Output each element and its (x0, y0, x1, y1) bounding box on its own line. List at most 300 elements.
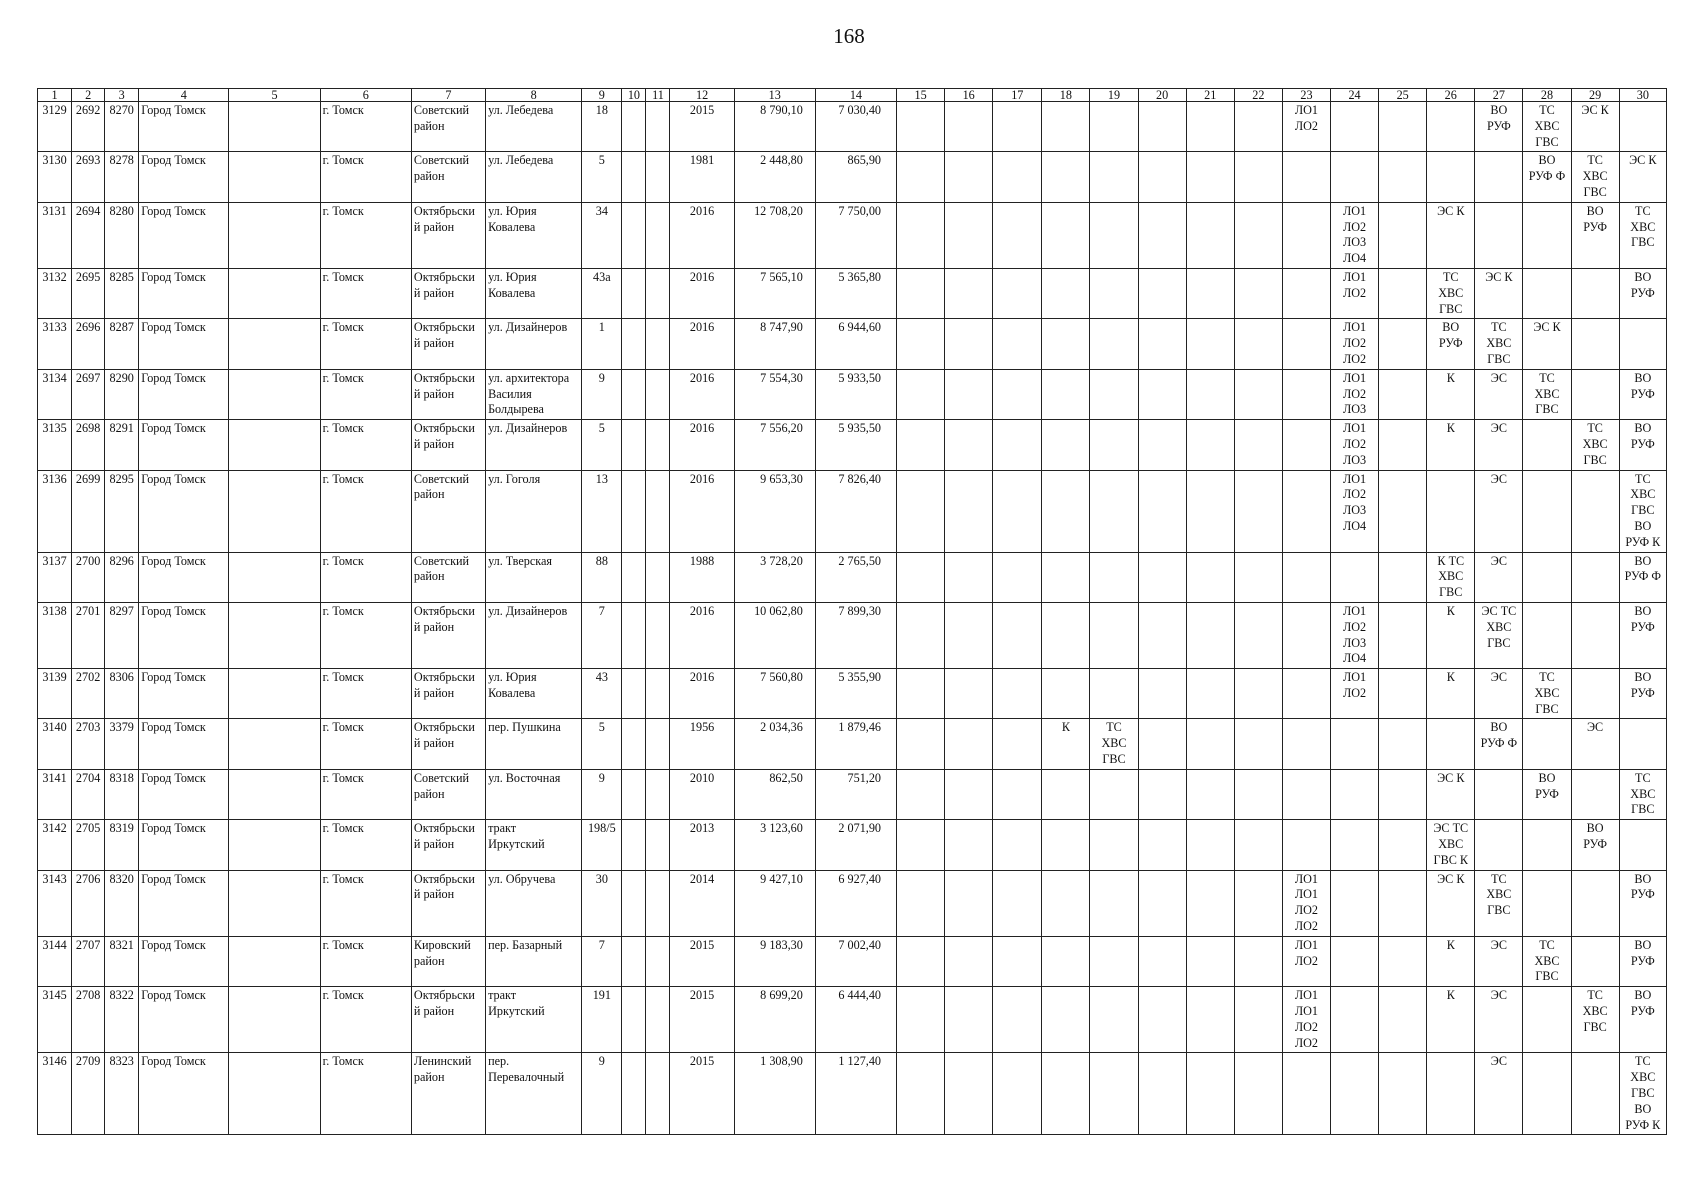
cell-col-28 (1523, 420, 1571, 470)
cell-col-29 (1571, 602, 1619, 668)
cell-col-26: К (1427, 369, 1475, 419)
cell-col-26: К (1427, 936, 1475, 986)
cell-col-23 (1282, 820, 1330, 870)
cell-col-2: 2707 (72, 936, 105, 986)
cell-col-22 (1234, 669, 1282, 719)
cell-col-11 (646, 987, 670, 1053)
table-row (38, 202, 1667, 268)
cell-col-21 (1186, 420, 1234, 470)
cell-col-24: ЛО1 ЛО2 ЛО3 (1331, 369, 1379, 419)
cell-col-10 (622, 552, 646, 602)
cell-col-2: 2704 (72, 769, 105, 819)
cell-col-23 (1282, 152, 1330, 202)
cell-col-26 (1427, 719, 1475, 769)
cell-col-25 (1379, 602, 1427, 668)
cell-col-1: 3139 (38, 669, 72, 719)
cell-col-4: Город Томск (139, 102, 229, 152)
cell-col-14: 2 071,90 (815, 820, 896, 870)
cell-col-13: 9 427,10 (734, 870, 815, 936)
cell-col-26 (1427, 1053, 1475, 1135)
cell-col-4: Город Томск (139, 769, 229, 819)
cell-col-3: 8291 (105, 420, 139, 470)
table-row (38, 152, 1667, 202)
cell-col-29: ТС ХВС ГВС (1571, 420, 1619, 470)
cell-col-16 (945, 936, 993, 986)
cell-col-5 (229, 102, 320, 152)
cell-col-8: ул. Обручева (486, 870, 582, 936)
column-header-29: 29 (1571, 89, 1619, 102)
cell-col-24: ЛО1 ЛО2 (1331, 268, 1379, 318)
cell-col-13: 9 183,30 (734, 936, 815, 986)
cell-col-8: ул. архитектора Василия Болдырева (486, 369, 582, 419)
cell-col-12: 2014 (670, 870, 734, 936)
cell-col-16 (945, 470, 993, 552)
cell-col-16 (945, 820, 993, 870)
table-row (38, 369, 1667, 419)
cell-col-13: 3 728,20 (734, 552, 815, 602)
cell-col-13: 9 653,30 (734, 470, 815, 552)
cell-col-1: 3141 (38, 769, 72, 819)
cell-col-18: К (1042, 719, 1090, 769)
cell-col-2: 2692 (72, 102, 105, 152)
cell-col-29 (1571, 552, 1619, 602)
cell-col-28 (1523, 552, 1571, 602)
cell-col-5 (229, 319, 320, 369)
cell-col-7: Октябрьски й район (411, 719, 485, 769)
cell-col-17 (993, 669, 1042, 719)
cell-col-17 (993, 319, 1042, 369)
cell-col-25 (1379, 936, 1427, 986)
cell-col-3: 8290 (105, 369, 139, 419)
cell-col-26: ВО РУФ (1427, 319, 1475, 369)
cell-col-24: ЛО1 ЛО2 ЛО3 ЛО4 (1331, 602, 1379, 668)
cell-col-19 (1090, 268, 1138, 318)
cell-col-23 (1282, 420, 1330, 470)
cell-col-13: 3 123,60 (734, 820, 815, 870)
cell-col-13: 862,50 (734, 769, 815, 819)
cell-col-5 (229, 470, 320, 552)
cell-col-7: Октябрьски й район (411, 319, 485, 369)
cell-col-17 (993, 719, 1042, 769)
cell-col-1: 3135 (38, 420, 72, 470)
cell-col-14: 5 933,50 (815, 369, 896, 419)
column-header-7: 7 (411, 89, 485, 102)
cell-col-27: ЭС ТС ХВС ГВС (1475, 602, 1523, 668)
cell-col-18 (1042, 420, 1090, 470)
cell-col-22 (1234, 602, 1282, 668)
column-header-18: 18 (1042, 89, 1090, 102)
cell-col-26: К (1427, 602, 1475, 668)
cell-col-19 (1090, 602, 1138, 668)
cell-col-29 (1571, 669, 1619, 719)
cell-col-7: Советский район (411, 552, 485, 602)
cell-col-11 (646, 202, 670, 268)
cell-col-18 (1042, 102, 1090, 152)
cell-col-27: ВО РУФ Ф (1475, 719, 1523, 769)
cell-col-7: Октябрьски й район (411, 369, 485, 419)
cell-col-25 (1379, 552, 1427, 602)
cell-col-17 (993, 987, 1042, 1053)
cell-col-4: Город Томск (139, 669, 229, 719)
cell-col-26 (1427, 152, 1475, 202)
cell-col-10 (622, 719, 646, 769)
cell-col-15 (897, 552, 945, 602)
cell-col-15 (897, 202, 945, 268)
cell-col-24 (1331, 936, 1379, 986)
cell-col-3: 8319 (105, 820, 139, 870)
cell-col-20 (1138, 769, 1186, 819)
cell-col-27 (1475, 769, 1523, 819)
cell-col-26 (1427, 470, 1475, 552)
cell-col-27: ВО РУФ (1475, 102, 1523, 152)
cell-col-6: г. Томск (320, 552, 411, 602)
cell-col-16 (945, 268, 993, 318)
column-header-12: 12 (670, 89, 734, 102)
cell-col-9: 13 (582, 470, 622, 552)
cell-col-25 (1379, 987, 1427, 1053)
column-header-11: 11 (646, 89, 670, 102)
cell-col-9: 5 (582, 420, 622, 470)
cell-col-9: 9 (582, 1053, 622, 1135)
cell-col-19 (1090, 870, 1138, 936)
table-row (38, 769, 1667, 819)
cell-col-11 (646, 870, 670, 936)
cell-col-8: ул. Юрия Ковалева (486, 268, 582, 318)
cell-col-25 (1379, 202, 1427, 268)
cell-col-12: 2015 (670, 936, 734, 986)
cell-col-24 (1331, 719, 1379, 769)
cell-col-24: ЛО1 ЛО2 ЛО3 ЛО4 (1331, 470, 1379, 552)
column-header-19: 19 (1090, 89, 1138, 102)
column-header-1: 1 (38, 89, 72, 102)
cell-col-20 (1138, 102, 1186, 152)
cell-col-14: 5 365,80 (815, 268, 896, 318)
cell-col-16 (945, 369, 993, 419)
cell-col-30: ТС ХВС ГВС (1619, 769, 1666, 819)
cell-col-4: Город Томск (139, 936, 229, 986)
table-row (38, 936, 1667, 986)
cell-col-15 (897, 987, 945, 1053)
cell-col-30: ТС ХВС ГВС ВО РУФ К (1619, 1053, 1666, 1135)
cell-col-29 (1571, 268, 1619, 318)
cell-col-7: Октябрьски й район (411, 669, 485, 719)
cell-col-10 (622, 470, 646, 552)
column-header-30: 30 (1619, 89, 1666, 102)
cell-col-27 (1475, 202, 1523, 268)
column-header-13: 13 (734, 89, 815, 102)
column-header-14: 14 (815, 89, 896, 102)
cell-col-3: 8320 (105, 870, 139, 936)
cell-col-25 (1379, 769, 1427, 819)
cell-col-21 (1186, 552, 1234, 602)
cell-col-29: ТС ХВС ГВС (1571, 987, 1619, 1053)
cell-col-20 (1138, 268, 1186, 318)
cell-col-13: 2 448,80 (734, 152, 815, 202)
cell-col-2: 2705 (72, 820, 105, 870)
cell-col-20 (1138, 669, 1186, 719)
cell-col-11 (646, 1053, 670, 1135)
cell-col-18 (1042, 202, 1090, 268)
cell-col-28: ТС ХВС ГВС (1523, 669, 1571, 719)
column-header-21: 21 (1186, 89, 1234, 102)
table-row (38, 669, 1667, 719)
cell-col-12: 2016 (670, 420, 734, 470)
cell-col-4: Город Томск (139, 470, 229, 552)
cell-col-20 (1138, 152, 1186, 202)
cell-col-29: ЭС (1571, 719, 1619, 769)
cell-col-6: г. Томск (320, 870, 411, 936)
cell-col-17 (993, 369, 1042, 419)
cell-col-30: ВО РУФ (1619, 669, 1666, 719)
cell-col-18 (1042, 870, 1090, 936)
cell-col-4: Город Томск (139, 319, 229, 369)
cell-col-1: 3133 (38, 319, 72, 369)
cell-col-16 (945, 1053, 993, 1135)
table-row (38, 470, 1667, 552)
cell-col-20 (1138, 202, 1186, 268)
cell-col-9: 18 (582, 102, 622, 152)
table-body (38, 102, 1667, 1135)
cell-col-7: Октябрьски й район (411, 202, 485, 268)
cell-col-21 (1186, 369, 1234, 419)
cell-col-23: ЛО1 ЛО1 ЛО2 ЛО2 (1282, 870, 1330, 936)
cell-col-23: ЛО1 ЛО1 ЛО2 ЛО2 (1282, 987, 1330, 1053)
cell-col-27 (1475, 820, 1523, 870)
cell-col-17 (993, 268, 1042, 318)
cell-col-29 (1571, 870, 1619, 936)
cell-col-20 (1138, 420, 1186, 470)
cell-col-10 (622, 820, 646, 870)
cell-col-27: ЭС (1475, 420, 1523, 470)
cell-col-2: 2706 (72, 870, 105, 936)
cell-col-5 (229, 820, 320, 870)
cell-col-5 (229, 202, 320, 268)
cell-col-8: пер. Перевалочный (486, 1053, 582, 1135)
cell-col-6: г. Томск (320, 202, 411, 268)
cell-col-21 (1186, 987, 1234, 1053)
cell-col-11 (646, 268, 670, 318)
cell-col-18 (1042, 152, 1090, 202)
cell-col-28: ВО РУФ (1523, 769, 1571, 819)
column-header-26: 26 (1427, 89, 1475, 102)
cell-col-8: пер. Пушкина (486, 719, 582, 769)
cell-col-10 (622, 936, 646, 986)
cell-col-5 (229, 987, 320, 1053)
column-header-2: 2 (72, 89, 105, 102)
cell-col-9: 191 (582, 987, 622, 1053)
cell-col-20 (1138, 470, 1186, 552)
cell-col-11 (646, 152, 670, 202)
cell-col-14: 6 927,40 (815, 870, 896, 936)
cell-col-1: 3137 (38, 552, 72, 602)
cell-col-11 (646, 470, 670, 552)
cell-col-7: Советский район (411, 769, 485, 819)
cell-col-15 (897, 420, 945, 470)
cell-col-20 (1138, 1053, 1186, 1135)
cell-col-22 (1234, 152, 1282, 202)
table-row (38, 319, 1667, 369)
cell-col-7: Октябрьски й район (411, 602, 485, 668)
column-header-27: 27 (1475, 89, 1523, 102)
cell-col-28 (1523, 268, 1571, 318)
cell-col-17 (993, 870, 1042, 936)
cell-col-11 (646, 602, 670, 668)
cell-col-24 (1331, 102, 1379, 152)
cell-col-21 (1186, 268, 1234, 318)
cell-col-25 (1379, 820, 1427, 870)
cell-col-12: 1988 (670, 552, 734, 602)
cell-col-18 (1042, 1053, 1090, 1135)
cell-col-3: 8287 (105, 319, 139, 369)
cell-col-28 (1523, 202, 1571, 268)
cell-col-28 (1523, 602, 1571, 668)
cell-col-9: 7 (582, 936, 622, 986)
cell-col-11 (646, 936, 670, 986)
cell-col-14: 865,90 (815, 152, 896, 202)
cell-col-7: Ленинский район (411, 1053, 485, 1135)
cell-col-2: 2696 (72, 319, 105, 369)
cell-col-1: 3145 (38, 987, 72, 1053)
cell-col-9: 30 (582, 870, 622, 936)
cell-col-17 (993, 470, 1042, 552)
cell-col-27: ЭС (1475, 936, 1523, 986)
cell-col-29 (1571, 319, 1619, 369)
cell-col-30 (1619, 319, 1666, 369)
cell-col-4: Город Томск (139, 552, 229, 602)
cell-col-16 (945, 552, 993, 602)
column-header-10: 10 (622, 89, 646, 102)
cell-col-25 (1379, 268, 1427, 318)
cell-col-25 (1379, 719, 1427, 769)
cell-col-13: 8 747,90 (734, 319, 815, 369)
cell-col-30: ТС ХВС ГВС (1619, 202, 1666, 268)
cell-col-24: ЛО1 ЛО2 (1331, 669, 1379, 719)
cell-col-15 (897, 369, 945, 419)
cell-col-23 (1282, 1053, 1330, 1135)
cell-col-12: 2016 (670, 470, 734, 552)
cell-col-6: г. Томск (320, 420, 411, 470)
cell-col-25 (1379, 470, 1427, 552)
cell-col-30: ВО РУФ (1619, 936, 1666, 986)
cell-col-20 (1138, 820, 1186, 870)
cell-col-3: 3379 (105, 719, 139, 769)
cell-col-12: 1956 (670, 719, 734, 769)
cell-col-28: ТС ХВС ГВС (1523, 102, 1571, 152)
cell-col-23 (1282, 552, 1330, 602)
cell-col-16 (945, 769, 993, 819)
column-header-20: 20 (1138, 89, 1186, 102)
cell-col-15 (897, 268, 945, 318)
column-header-24: 24 (1331, 89, 1379, 102)
cell-col-3: 8296 (105, 552, 139, 602)
cell-col-26: ТС ХВС ГВС (1427, 268, 1475, 318)
cell-col-19 (1090, 470, 1138, 552)
cell-col-24 (1331, 820, 1379, 870)
cell-col-21 (1186, 870, 1234, 936)
cell-col-29 (1571, 470, 1619, 552)
cell-col-2: 2697 (72, 369, 105, 419)
cell-col-15 (897, 470, 945, 552)
cell-col-20 (1138, 936, 1186, 986)
cell-col-30: ВО РУФ (1619, 420, 1666, 470)
cell-col-22 (1234, 420, 1282, 470)
cell-col-22 (1234, 552, 1282, 602)
cell-col-14: 7 750,00 (815, 202, 896, 268)
cell-col-22 (1234, 268, 1282, 318)
cell-col-26: ЭС К (1427, 202, 1475, 268)
cell-col-13: 7 556,20 (734, 420, 815, 470)
cell-col-4: Город Томск (139, 1053, 229, 1135)
cell-col-15 (897, 870, 945, 936)
table-row (38, 102, 1667, 152)
column-header-9: 9 (582, 89, 622, 102)
cell-col-29 (1571, 1053, 1619, 1135)
cell-col-6: г. Томск (320, 319, 411, 369)
cell-col-16 (945, 987, 993, 1053)
cell-col-3: 8321 (105, 936, 139, 986)
cell-col-9: 198/5 (582, 820, 622, 870)
cell-col-15 (897, 102, 945, 152)
cell-col-28 (1523, 820, 1571, 870)
cell-col-14: 751,20 (815, 769, 896, 819)
cell-col-1: 3138 (38, 602, 72, 668)
cell-col-11 (646, 552, 670, 602)
cell-col-21 (1186, 669, 1234, 719)
cell-col-10 (622, 202, 646, 268)
cell-col-14: 6 944,60 (815, 319, 896, 369)
cell-col-14: 7 826,40 (815, 470, 896, 552)
cell-col-18 (1042, 369, 1090, 419)
cell-col-4: Город Томск (139, 420, 229, 470)
cell-col-10 (622, 669, 646, 719)
cell-col-11 (646, 319, 670, 369)
cell-col-11 (646, 719, 670, 769)
cell-col-6: г. Томск (320, 102, 411, 152)
cell-col-18 (1042, 769, 1090, 819)
cell-col-10 (622, 268, 646, 318)
cell-col-6: г. Томск (320, 152, 411, 202)
cell-col-18 (1042, 319, 1090, 369)
cell-col-27 (1475, 152, 1523, 202)
cell-col-8: ул. Восточная (486, 769, 582, 819)
cell-col-5 (229, 420, 320, 470)
cell-col-13: 7 560,80 (734, 669, 815, 719)
cell-col-21 (1186, 820, 1234, 870)
cell-col-9: 9 (582, 369, 622, 419)
cell-col-5 (229, 719, 320, 769)
table-row (38, 1053, 1667, 1135)
cell-col-19 (1090, 152, 1138, 202)
cell-col-19 (1090, 820, 1138, 870)
cell-col-7: Октябрьски й район (411, 987, 485, 1053)
cell-col-18 (1042, 987, 1090, 1053)
cell-col-13: 7 554,30 (734, 369, 815, 419)
cell-col-12: 2015 (670, 987, 734, 1053)
cell-col-1: 3146 (38, 1053, 72, 1135)
cell-col-12: 2016 (670, 602, 734, 668)
cell-col-20 (1138, 602, 1186, 668)
cell-col-15 (897, 820, 945, 870)
cell-col-22 (1234, 102, 1282, 152)
cell-col-25 (1379, 369, 1427, 419)
cell-col-3: 8295 (105, 470, 139, 552)
cell-col-18 (1042, 552, 1090, 602)
cell-col-28: ТС ХВС ГВС (1523, 369, 1571, 419)
cell-col-27: ЭС (1475, 669, 1523, 719)
cell-col-14: 5 935,50 (815, 420, 896, 470)
cell-col-8: ул. Лебедева (486, 152, 582, 202)
cell-col-4: Город Томск (139, 602, 229, 668)
